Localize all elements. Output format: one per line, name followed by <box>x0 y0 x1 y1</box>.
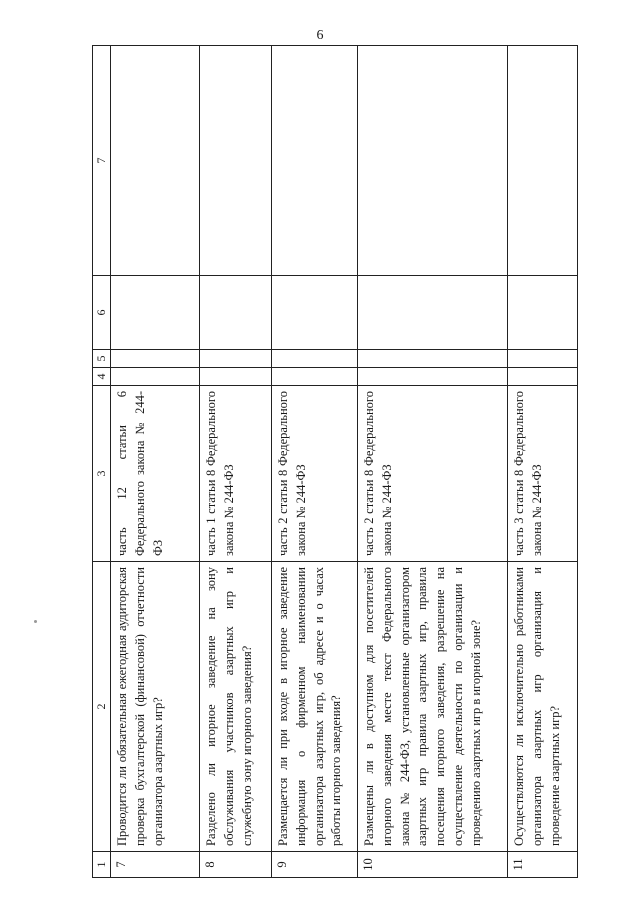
column-number: 7 <box>93 46 111 276</box>
row-question: Осуществляются ли исключительно работниками организатора азартных игр организация и проведение азартных игр? <box>508 562 578 852</box>
row-question: Размещается ли при входе в игорное заведение информация о фирменном наименовании организатора азартных игр, об адресе и о часах работы игорного заведения? <box>272 562 358 852</box>
empty-cell <box>508 350 578 368</box>
table-row <box>111 46 200 878</box>
empty-cell <box>508 368 578 386</box>
table-row <box>272 46 358 878</box>
column-number: 2 <box>93 562 111 852</box>
empty-cell <box>200 368 272 386</box>
empty-cell <box>111 46 200 276</box>
empty-cell <box>200 46 272 276</box>
row-question: Размещены ли в доступном для посетителей игорного заведения месте текст Федерального закона № 244-ФЗ, установленные организатором азартных игр правила азартных игр, правила посещения игорного заведения, разрешение на осуществление деятельности по организации и проведению азартных игр в игорной зоне? <box>358 562 508 852</box>
empty-cell <box>200 276 272 350</box>
empty-cell <box>111 276 200 350</box>
row-number: 9 <box>272 852 358 878</box>
empty-cell <box>508 46 578 276</box>
empty-cell <box>272 276 358 350</box>
rotated-table-area <box>92 46 578 878</box>
row-question: Проводится ли обязательная ежегодная аудиторская проверка бухгалтерской (финансовой) отчетности организатора азартных игр? <box>111 562 200 852</box>
empty-cell <box>272 46 358 276</box>
row-legal-reference: часть 3 статьи 8 Федерального закона № 244-ФЗ <box>508 386 578 562</box>
row-legal-reference: часть 12 статьи 6 Федерального закона № 244-ФЗ <box>111 386 200 562</box>
empty-cell <box>358 368 508 386</box>
row-question: Разделено ли игорное заведение на зону обслуживания участников азартных игр и служебную зону игорного заведения? <box>200 562 272 852</box>
empty-cell <box>358 46 508 276</box>
row-number: 7 <box>111 852 200 878</box>
checklist-table <box>92 45 578 878</box>
empty-cell <box>111 350 200 368</box>
column-number: 1 <box>93 852 111 878</box>
rotated-table-container <box>92 46 578 878</box>
empty-cell <box>358 276 508 350</box>
row-number: 11 <box>508 852 578 878</box>
empty-cell <box>111 368 200 386</box>
table-row <box>200 46 272 878</box>
column-number: 3 <box>93 386 111 562</box>
column-number: 5 <box>93 350 111 368</box>
row-number: 8 <box>200 852 272 878</box>
table-row <box>508 46 578 878</box>
empty-cell <box>508 276 578 350</box>
row-legal-reference: часть 2 статьи 8 Федерального закона № 244-ФЗ <box>272 386 358 562</box>
row-number: 10 <box>358 852 508 878</box>
row-legal-reference: часть 2 статьи 8 Федерального закона № 244-ФЗ <box>358 386 508 562</box>
empty-cell <box>272 368 358 386</box>
column-number: 6 <box>93 276 111 350</box>
empty-cell <box>358 350 508 368</box>
row-legal-reference: часть 1 статьи 8 Федерального закона № 244-ФЗ <box>200 386 272 562</box>
scan-artifact <box>34 620 37 623</box>
table-row <box>358 46 508 878</box>
page-number: 6 <box>316 28 324 43</box>
column-number-row <box>93 46 111 878</box>
column-number: 4 <box>93 368 111 386</box>
empty-cell <box>272 350 358 368</box>
empty-cell <box>200 350 272 368</box>
